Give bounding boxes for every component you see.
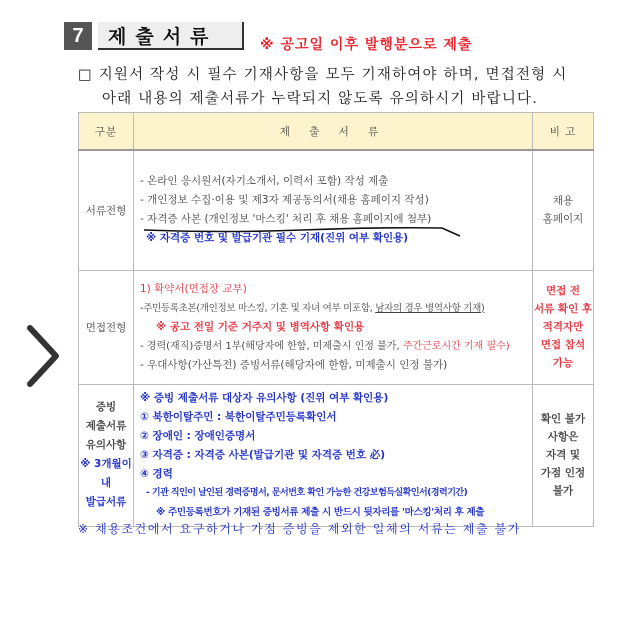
documents-table bbox=[78, 112, 594, 527]
row-note: ※ 공고 전일 기준 거주지 및 병역사항 확인용 bbox=[156, 320, 365, 333]
footer-note: ※ 채용조건에서 요구하거나 가점 증빙을 제외한 일체의 서류는 제출 불가 bbox=[78, 522, 521, 536]
row-documents: - 온라인 응시원서(자기소개서, 이력서 포함) 작성 제출 - 개인정보 수집·이용 및 제3자 제공동의서(채용 홈페이지 작성) - 자격증 사본 (개인정보 '마스킹' 처리 후 채용 홈페이지에 첨부) ※ 자격증 번호 및 발급기관 필수 기재(진위 여부 확인용) bbox=[134, 150, 533, 270]
row-note: ※ 자격증 번호 및 발급기관 필수 기재(진위 여부 확인용) bbox=[146, 232, 409, 245]
row-category: 서류전형 bbox=[79, 150, 134, 270]
section-note: ※ 공고일 이후 발행분으로 제출 bbox=[260, 37, 473, 53]
row-remark: 면접 전 서류 확인 후 적격자만 면접 참석 가능 bbox=[533, 270, 594, 384]
intro-paragraph bbox=[78, 63, 628, 111]
header-category: 구분 bbox=[79, 113, 134, 151]
table-header-row bbox=[79, 113, 594, 151]
row-documents: ※ 증빙 제출서류 대상자 유의사항 (진위 여부 확인용) ① 북한이탈주민 : 북한이탈주민등록확인서 ② 장애인 : 장애인증명서 ③ 자격증 : 자격증 사본(발급기관 및 자격증 번호 必) ④ 경력 - 기관 직인이 날인된 경력증명서, 문서번호 확인 가능한 건강보험득실확인서(경력기간) ※ 주민등록번호가 기재된 증빙서류 제출 시 반드시 뒷자리를 '마스킹'처리 후 제출 bbox=[134, 384, 533, 526]
section-title: 제출서류 bbox=[98, 22, 244, 50]
table-row-interview bbox=[79, 270, 594, 384]
section-header bbox=[64, 16, 473, 53]
section-number: 7 bbox=[64, 22, 92, 50]
row-category: 면접전형 bbox=[79, 270, 134, 384]
header-documents: 제 출 서 류 bbox=[134, 113, 533, 151]
header-remarks: 비 고 bbox=[533, 113, 594, 151]
intro-line-2: 아래 내용의 제출서류가 누락되지 않도록 유의하시기 바랍니다. bbox=[102, 91, 539, 107]
table-row-document-screening bbox=[79, 150, 594, 270]
checkbox-bullet-icon: □ bbox=[78, 67, 93, 83]
handwritten-underline-mark bbox=[142, 224, 462, 240]
intro-line-1: □ 지원서 작성 시 필수 기재사항을 모두 기재하여야 하며, 면접전형 시 bbox=[78, 67, 568, 83]
row-documents: 1) 확약서(면접장 교부) -주민등록초본(개인정보 마스킹, 기혼 및 자녀 여부 미포함, 남자의 경우 병역사항 기재) ※ 공고 전일 기준 거주지 및 병역사항 확인용 - 경력(재직)증명서 1부(해당자에 한함, 미제출시 인정 불가, 주간근로시간 기재 필수) - 우대사항(가산특전) 증빙서류(해당자에 한함, 미제출시 인정 불가) bbox=[134, 270, 533, 384]
row-remark: 확인 불가 사항은 자격 및 가점 인정 불가 bbox=[533, 384, 594, 526]
table-row-proof-documents bbox=[79, 384, 594, 526]
chevron-right-icon[interactable] bbox=[22, 322, 62, 390]
row-category: 증빙 제출서류 유의사항 ※ 3개월이내 발급서류 bbox=[79, 384, 134, 526]
row-remark: 채용 홈페이지 bbox=[533, 150, 594, 270]
